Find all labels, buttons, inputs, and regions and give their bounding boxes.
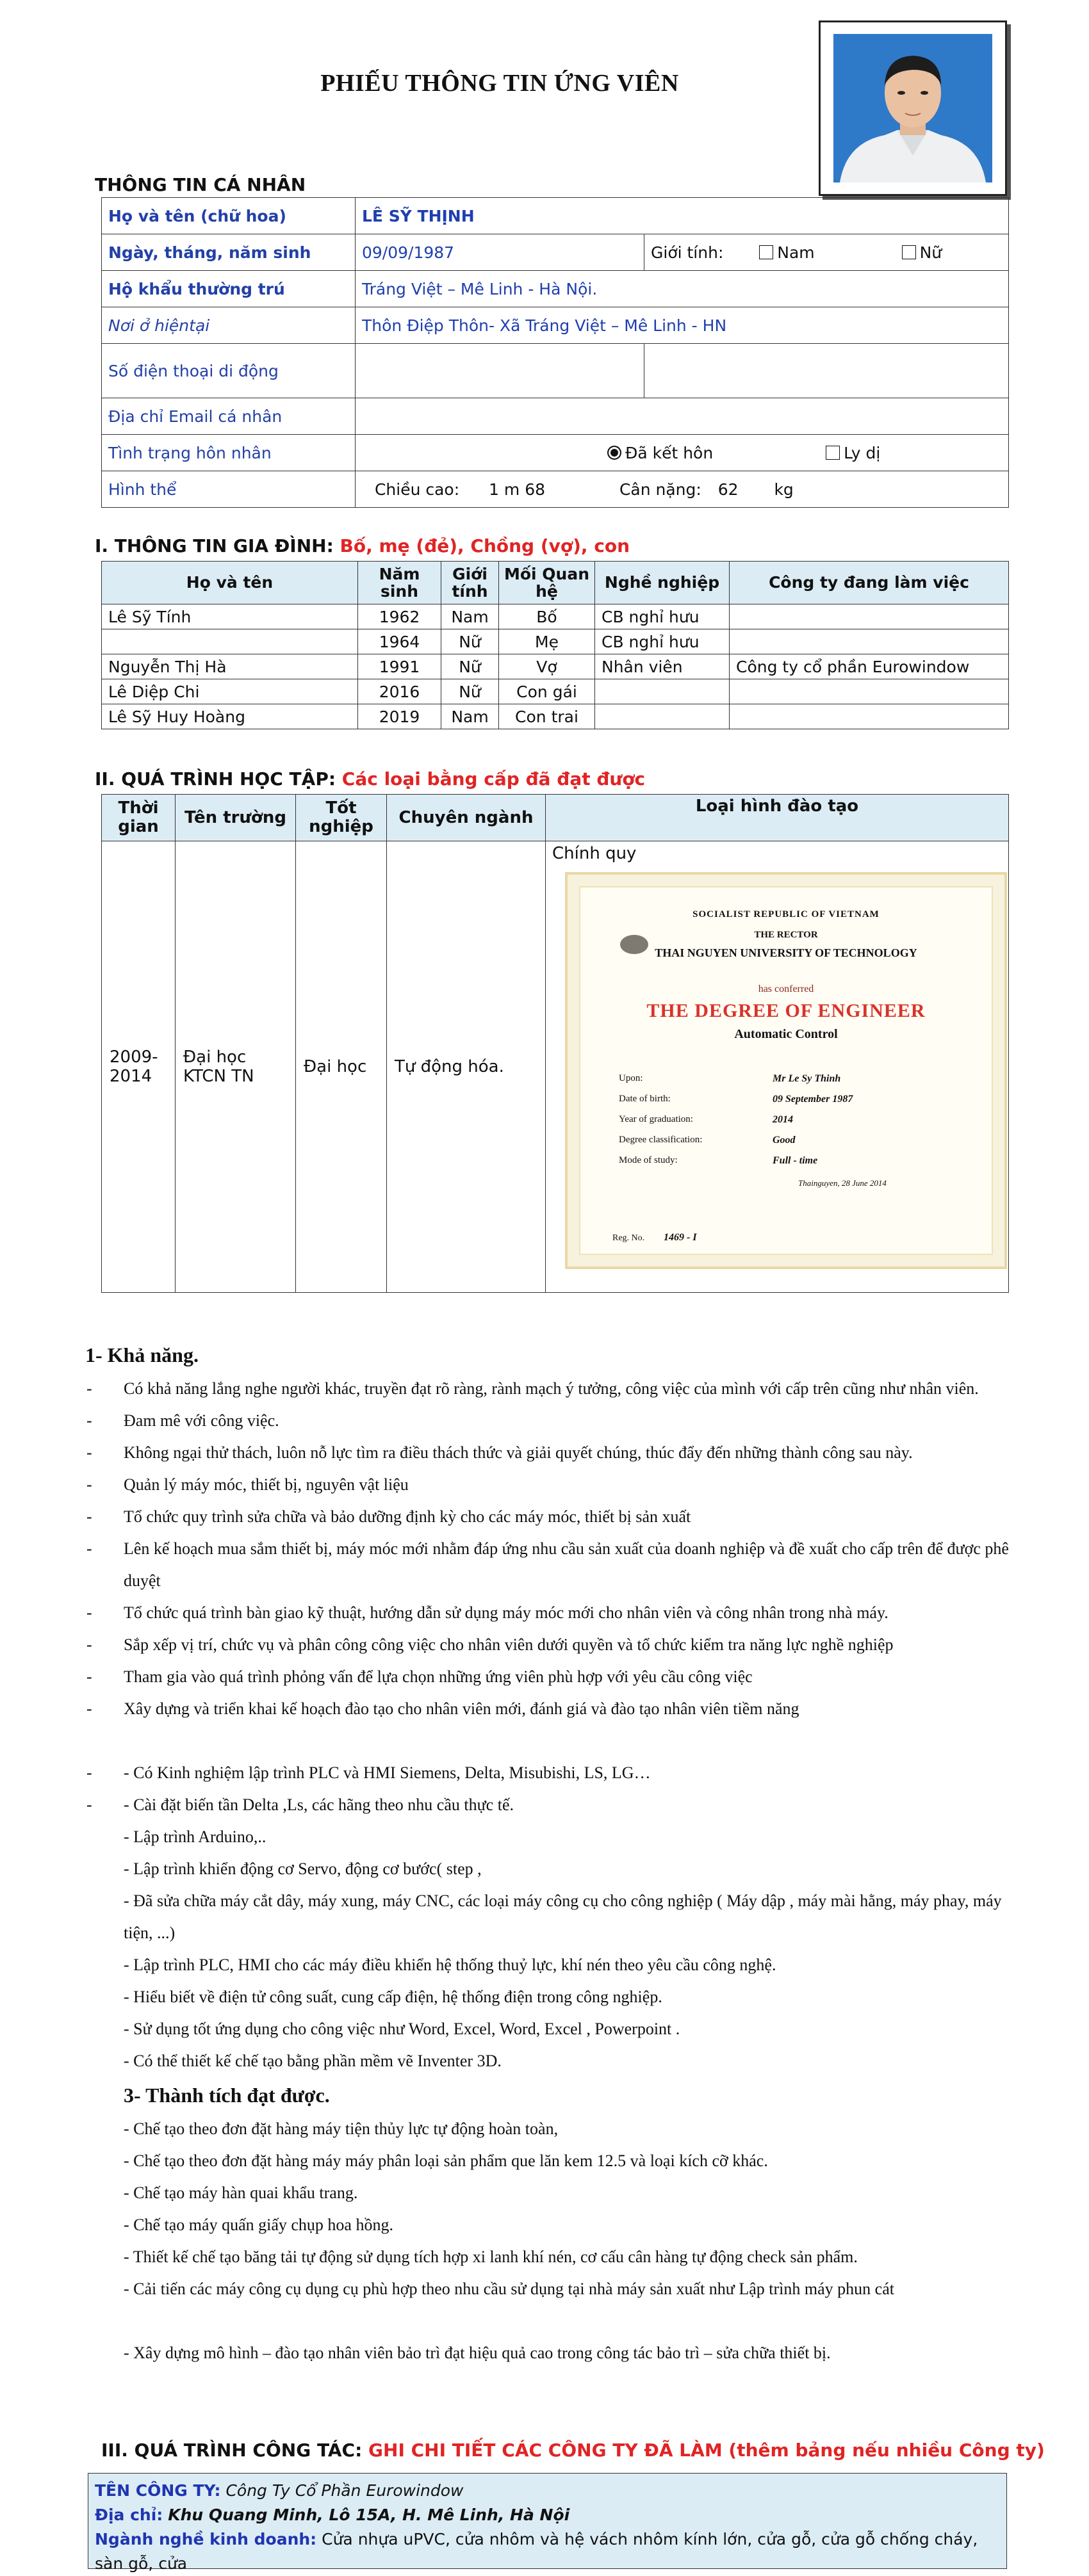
list-item	[86, 1757, 1009, 1789]
bullet-dash-icon: -	[86, 1379, 92, 1398]
family-cell-gender: Nữ	[441, 679, 499, 704]
marital-divorced-checkbox[interactable]	[826, 446, 840, 460]
family-cell-name: Nguyễn Thị Hà	[102, 654, 358, 679]
family-cell-relation: Con trai	[499, 704, 595, 729]
bullet-dash-icon: -	[86, 1699, 92, 1718]
diploma-reg-label: Reg. No.	[612, 1233, 645, 1243]
edu-header-school: Tên trường	[176, 795, 296, 841]
candidate-photo	[819, 20, 1007, 196]
skills-heading-3: 3- Thành tích đạt được.	[124, 2084, 330, 2107]
list-item: - Đã sửa chữa máy cắt dây, máy xung, máy CNC, các loại máy công cụ cho công nghiệp ( Máy dập , máy mài hằng, máy phay, máy tiện, ...)	[124, 1891, 1002, 1942]
diploma-class: Good	[773, 1135, 796, 1146]
family-cell-relation: Vợ	[499, 654, 595, 679]
list-item	[86, 1437, 1009, 1469]
height-value[interactable]: 1 m 68	[489, 480, 546, 499]
marital-married-radio[interactable]	[607, 446, 621, 460]
family-cell-name: Lê Sỹ Tính	[102, 604, 358, 629]
family-cell-gender: Nữ	[441, 629, 499, 654]
bullet-dash-icon: -	[86, 1507, 92, 1526]
diploma-line-3: THAI NGUYEN UNIVERSITY OF TECHNOLOGY	[655, 946, 917, 959]
phone-value-1[interactable]	[356, 344, 644, 398]
document-title: PHIẾU THÔNG TIN ỨNG VIÊN	[320, 70, 679, 97]
list-item-text: Tham gia vào quá trình phỏng vấn để lựa chọn những ứng viên phù hợp với yêu cầu công việc	[124, 1667, 753, 1686]
email-value[interactable]	[356, 398, 1009, 435]
diploma-line-5: THE DEGREE OF ENGINEER	[646, 1000, 926, 1021]
family-cell-birth-year: 2016	[358, 679, 441, 704]
diploma-mode: Full - time	[773, 1155, 818, 1166]
weight-value[interactable]: 62	[717, 480, 739, 499]
list-item	[86, 1629, 1009, 1661]
company-field-value: Cửa nhựa uPVC, cửa nhôm và hệ vách nhôm kính lớn, cửa gỗ, cửa gỗ chống cháy, sàn gỗ, cửa	[95, 2530, 978, 2573]
list-item	[86, 1373, 1009, 1405]
bullet-dash-icon: -	[86, 1635, 92, 1654]
weight-unit: kg	[774, 480, 794, 499]
bullet-dash-icon: -	[86, 1475, 92, 1494]
family-row	[102, 679, 1009, 704]
family-cell-relation: Mẹ	[499, 629, 595, 654]
family-row	[102, 629, 1009, 654]
list-item: - Sử dụng tốt ứng dụng cho công việc như Word, Excel, Word, Excel , Powerpoint .	[124, 2020, 680, 2038]
family-cell-occupation: CB nghỉ hưu	[595, 629, 730, 654]
family-row	[102, 704, 1009, 729]
address-value[interactable]: Thôn Điệp Thôn- Xã Tráng Việt – Mê Linh - HN	[356, 307, 1009, 344]
edu-header-time: Thời gian	[102, 795, 176, 841]
bullet-dash-icon: -	[86, 1443, 92, 1462]
diploma-reg: 1469 - I	[664, 1232, 697, 1243]
achievement-last: - Xây dựng mô hình – đào tạo nhân viên bảo trì đạt hiệu quả cao trong công tác bảo trì – sửa chữa thiết bị.	[124, 2344, 831, 2362]
list-item: - Có thể thiết kế chế tạo bằng phần mềm vẽ Inventer 3D.	[124, 2052, 502, 2070]
edu-type-cell	[546, 841, 1009, 1293]
list-item: - Lập trình khiển động cơ Servo, động cơ bước( step ,	[124, 1859, 482, 1878]
edu-major: Tự động hóa.	[387, 841, 546, 1293]
list-item-text: Tổ chức quá trình bàn giao kỹ thuật, hướng dẫn sử dụng máy móc mới cho nhân viên và công nhân trong nhà máy.	[124, 1603, 888, 1622]
diploma-yog-label: Year of graduation:	[619, 1114, 693, 1124]
list-item	[86, 1661, 1009, 1693]
list-item-text: Quản lý máy móc, thiết bị, nguyên vật liệu	[124, 1475, 409, 1494]
bullet-dash-icon: -	[86, 1411, 92, 1430]
list-item: - Lập trình PLC, HMI cho các máy điều khiển hệ thống thuỷ lực, khí nén theo yêu cầu công nghệ.	[124, 1956, 776, 1974]
skills-list-2	[86, 1821, 1009, 2077]
company-value: Công Ty Cổ Phần Eurowindow	[225, 2481, 464, 2500]
family-header-birth-year: Năm sinh	[358, 562, 441, 604]
family-header-relation: Mối Quan hệ	[499, 562, 595, 604]
edu-training-type: Chính quy	[552, 844, 637, 863]
family-row	[102, 654, 1009, 679]
family-cell-company: Công ty cổ phần Eurowindow	[730, 654, 1009, 679]
family-header-name: Họ và tên	[102, 562, 358, 604]
list-item-text: Sắp xếp vị trí, chức vụ và phân công công việc cho nhân viên dưới quyền và tổ chức kiểm tra năng lực nghề nghiệp	[124, 1635, 894, 1654]
list-item: - Thiết kế chế tạo băng tải tự động sử dụng tích hợp xi lanh khí nén, cơ cấu cân hàng tự động check sản phẩm.	[124, 2248, 858, 2266]
list-item: - Lập trình Arduino,..	[124, 1827, 266, 1846]
bullet-dash-icon: -	[86, 1603, 92, 1622]
work-heading	[101, 2440, 1045, 2461]
family-cell-occupation: Nhân viên	[595, 654, 730, 679]
body-cell	[356, 471, 1009, 508]
gender-cell	[644, 234, 1009, 271]
company-field-label: Ngành nghề kinh doanh:	[95, 2530, 317, 2548]
list-item	[86, 1469, 1009, 1501]
bullet-dash-icon: -	[86, 1539, 92, 1558]
edu-header-type: Loại hình đào tạo	[546, 795, 1009, 841]
phone-label: Số điện thoại di động	[102, 344, 356, 398]
family-header-company: Công ty đang làm việc	[730, 562, 1009, 604]
family-cell-gender: Nữ	[441, 654, 499, 679]
work-heading-red: GHI CHI TIẾT CÁC CÔNG TY ĐÃ LÀM (thêm bảng nếu nhiều Công ty)	[368, 2440, 1045, 2461]
family-cell-company	[730, 704, 1009, 729]
marital-cell	[356, 435, 1009, 471]
skills-heading-1: 1- Khả năng.	[85, 1343, 199, 1366]
list-item	[86, 1693, 1009, 1725]
family-cell-birth-year: 1991	[358, 654, 441, 679]
diploma-yog: 2014	[773, 1114, 793, 1125]
family-header-gender: Giới tính	[441, 562, 499, 604]
family-heading	[95, 535, 630, 556]
family-cell-name	[102, 629, 358, 654]
education-table	[101, 794, 1009, 1293]
dob-value[interactable]: 09/09/1987	[356, 234, 644, 271]
list-item-text: Có khả năng lắng nghe người khác, truyền đạt rõ ràng, rành mạch ý tưởng, công việc của mình với cấp trên cũng như nhân viên.	[124, 1379, 979, 1398]
family-cell-company	[730, 679, 1009, 704]
list-item	[86, 1533, 1009, 1597]
achievements-list	[86, 2113, 1009, 2305]
diploma-place-date: Thainguyen, 28 June 2014	[798, 1178, 887, 1188]
personal-info-heading: THÔNG TIN CÁ NHÂN	[95, 174, 306, 195]
list-item	[86, 1597, 1009, 1629]
education-heading-red: Các loại bằng cấp đã đạt được	[341, 768, 646, 790]
gender-female-label: Nữ	[919, 243, 942, 262]
family-cell-occupation: CB nghỉ hưu	[595, 604, 730, 629]
family-header-occupation: Nghề nghiệp	[595, 562, 730, 604]
family-cell-gender: Nam	[441, 604, 499, 629]
family-cell-birth-year: 2019	[358, 704, 441, 729]
family-cell-birth-year: 1962	[358, 604, 441, 629]
list-item	[86, 1405, 1009, 1437]
diploma-line-2: THE RECTOR	[754, 930, 818, 940]
hometown-value[interactable]: Tráng Việt – Mê Linh - Hà Nội.	[356, 271, 1009, 307]
bullet-dash-icon: -	[86, 1667, 92, 1686]
list-item: - Cải tiến các máy công cụ dụng cụ phù hợp theo nhu cầu sử dụng tại nhà máy sản xuất như Lập trình máy phun cát	[124, 2280, 894, 2298]
diploma-mode-label: Mode of study:	[619, 1155, 678, 1165]
dob-label: Ngày, tháng, năm sinh	[102, 234, 356, 271]
family-cell-relation: Con gái	[499, 679, 595, 704]
diploma-upon: Mr Le Sy Thinh	[773, 1073, 841, 1084]
weight-label: Cân nặng:	[619, 480, 701, 499]
company-label: TÊN CÔNG TY:	[95, 2481, 221, 2500]
list-item	[86, 1501, 1009, 1533]
full-name-value[interactable]: LÊ SỸ THỊNH	[356, 198, 1009, 234]
list-item: - Hiểu biết về điện tử công suất, cung cấp điện, hệ thống điện trong công nghiệp.	[124, 1988, 662, 2006]
family-row	[102, 604, 1009, 629]
family-cell-gender: Nam	[441, 704, 499, 729]
family-header-row	[102, 562, 1009, 604]
portrait-image	[833, 34, 992, 182]
diploma-dob-label: Date of birth:	[619, 1094, 671, 1104]
work-heading-prefix: III. QUÁ TRÌNH CÔNG TÁC:	[101, 2440, 369, 2461]
address-label: Nơi ở hiệntại	[102, 307, 356, 344]
diploma-image	[565, 872, 1007, 1269]
full-name-label: Họ và tên (chữ hoa)	[102, 198, 356, 234]
family-cell-occupation	[595, 679, 730, 704]
list-item-text: Tổ chức quy trình sửa chữa và bảo dưỡng định kỳ cho các máy móc, thiết bị sản xuất	[124, 1507, 691, 1526]
list-item: - Chế tạo theo đơn đặt hàng máy máy phân loại sản phẩm que lăn kem 12.5 và loại kích cỡ khác.	[124, 2151, 768, 2170]
edu-graduation: Đại học	[296, 841, 387, 1293]
company-address-value: Khu Quang Minh, Lô 15A, H. Mê Linh, Hà Nội	[168, 2506, 570, 2524]
skills-list-2-dash	[86, 1757, 1009, 1821]
marital-divorced-label: Ly dị	[844, 443, 881, 462]
marital-label: Tình trạng hôn nhân	[102, 435, 356, 471]
diploma-dob: 09 September 1987	[773, 1094, 853, 1105]
phone-value-2[interactable]	[644, 344, 1009, 398]
diploma-line-1: SOCIALIST REPUBLIC OF VIETNAM	[692, 909, 880, 919]
diploma-upon-label: Upon:	[619, 1073, 643, 1083]
diploma-line-4: has conferred	[758, 984, 814, 994]
list-item-text: Lên kế hoạch mua sắm thiết bị, máy móc mới nhằm đáp ứng nhu cầu sản xuất của doanh nghiệp và đề xuất cho cấp trên để được phê duyệt	[124, 1539, 1009, 1590]
family-cell-name: Lê Diệp Chi	[102, 679, 358, 704]
edu-header-major: Chuyên ngành	[387, 795, 546, 841]
skills-list-1	[86, 1373, 1009, 1725]
education-row	[102, 841, 1009, 1293]
height-label: Chiều cao:	[374, 480, 460, 499]
list-item-text: - Cài đặt biến tần Delta ,Ls, các hãng theo nhu cầu thực tế.	[124, 1795, 514, 1814]
list-item-text: Không ngại thử thách, luôn nỗ lực tìm ra điều thách thức và giải quyết chúng, thúc đẩy đến những thành công sau này.	[124, 1443, 913, 1462]
diploma-line-6: Automatic Control	[734, 1027, 838, 1041]
family-cell-company	[730, 629, 1009, 654]
family-cell-name: Lê Sỹ Huy Hoàng	[102, 704, 358, 729]
gender-male-checkbox[interactable]	[759, 245, 773, 259]
hometown-label: Hộ khẩu thường trú	[102, 271, 356, 307]
list-item: - Chế tạo máy hàn quai khẩu trang.	[124, 2183, 358, 2202]
marital-married-label: Đã kết hôn	[625, 443, 714, 462]
edu-time: 2009-2014	[102, 841, 176, 1293]
personal-info-table	[101, 197, 1009, 508]
list-item-text: Xây dựng và triển khai kế hoạch đào tạo cho nhân viên mới, đánh giá và đào tạo nhân viên tiềm năng	[124, 1699, 799, 1718]
email-label: Địa chỉ Email cá nhân	[102, 398, 356, 435]
list-item: - Chế tạo máy quấn giấy chụp hoa hồng.	[124, 2216, 393, 2234]
edu-header-graduation: Tốt nghiệp	[296, 795, 387, 841]
list-item	[86, 1789, 1009, 1821]
work-company-box	[88, 2473, 1007, 2573]
gender-male-label: Nam	[777, 243, 815, 262]
family-heading-prefix: I. THÔNG TIN GIA ĐÌNH:	[95, 535, 340, 556]
family-cell-birth-year: 1964	[358, 629, 441, 654]
list-item: - Chế tạo theo đơn đặt hàng máy tiện thủy lực tự động hoàn toàn,	[124, 2119, 559, 2138]
edu-school: Đại học KTCN TN	[176, 841, 296, 1293]
skills-section	[86, 1337, 1009, 2369]
family-cell-company	[730, 604, 1009, 629]
family-heading-red: Bố, mẹ (đẻ), Chồng (vợ), con	[340, 535, 630, 556]
gender-label: Giới tính:	[651, 243, 724, 262]
education-heading-prefix: II. QUÁ TRÌNH HỌC TẬP:	[95, 768, 342, 790]
bullet-dash-icon: -	[86, 1763, 92, 1782]
education-heading	[95, 768, 645, 790]
company-address-label: Địa chỉ:	[95, 2506, 163, 2524]
bullet-dash-icon: -	[86, 1795, 92, 1814]
gender-female-checkbox[interactable]	[902, 245, 916, 259]
body-label: Hình thể	[102, 471, 356, 508]
family-table	[101, 561, 1009, 729]
list-item-text: - Có Kinh nghiệm lập trình PLC và HMI Siemens, Delta, Misubishi, LS, LG…	[124, 1763, 651, 1782]
family-cell-occupation	[595, 704, 730, 729]
diploma-class-label: Degree classification:	[619, 1135, 703, 1145]
family-cell-relation: Bố	[499, 604, 595, 629]
list-item-text: Đam mê với công việc.	[124, 1411, 279, 1430]
